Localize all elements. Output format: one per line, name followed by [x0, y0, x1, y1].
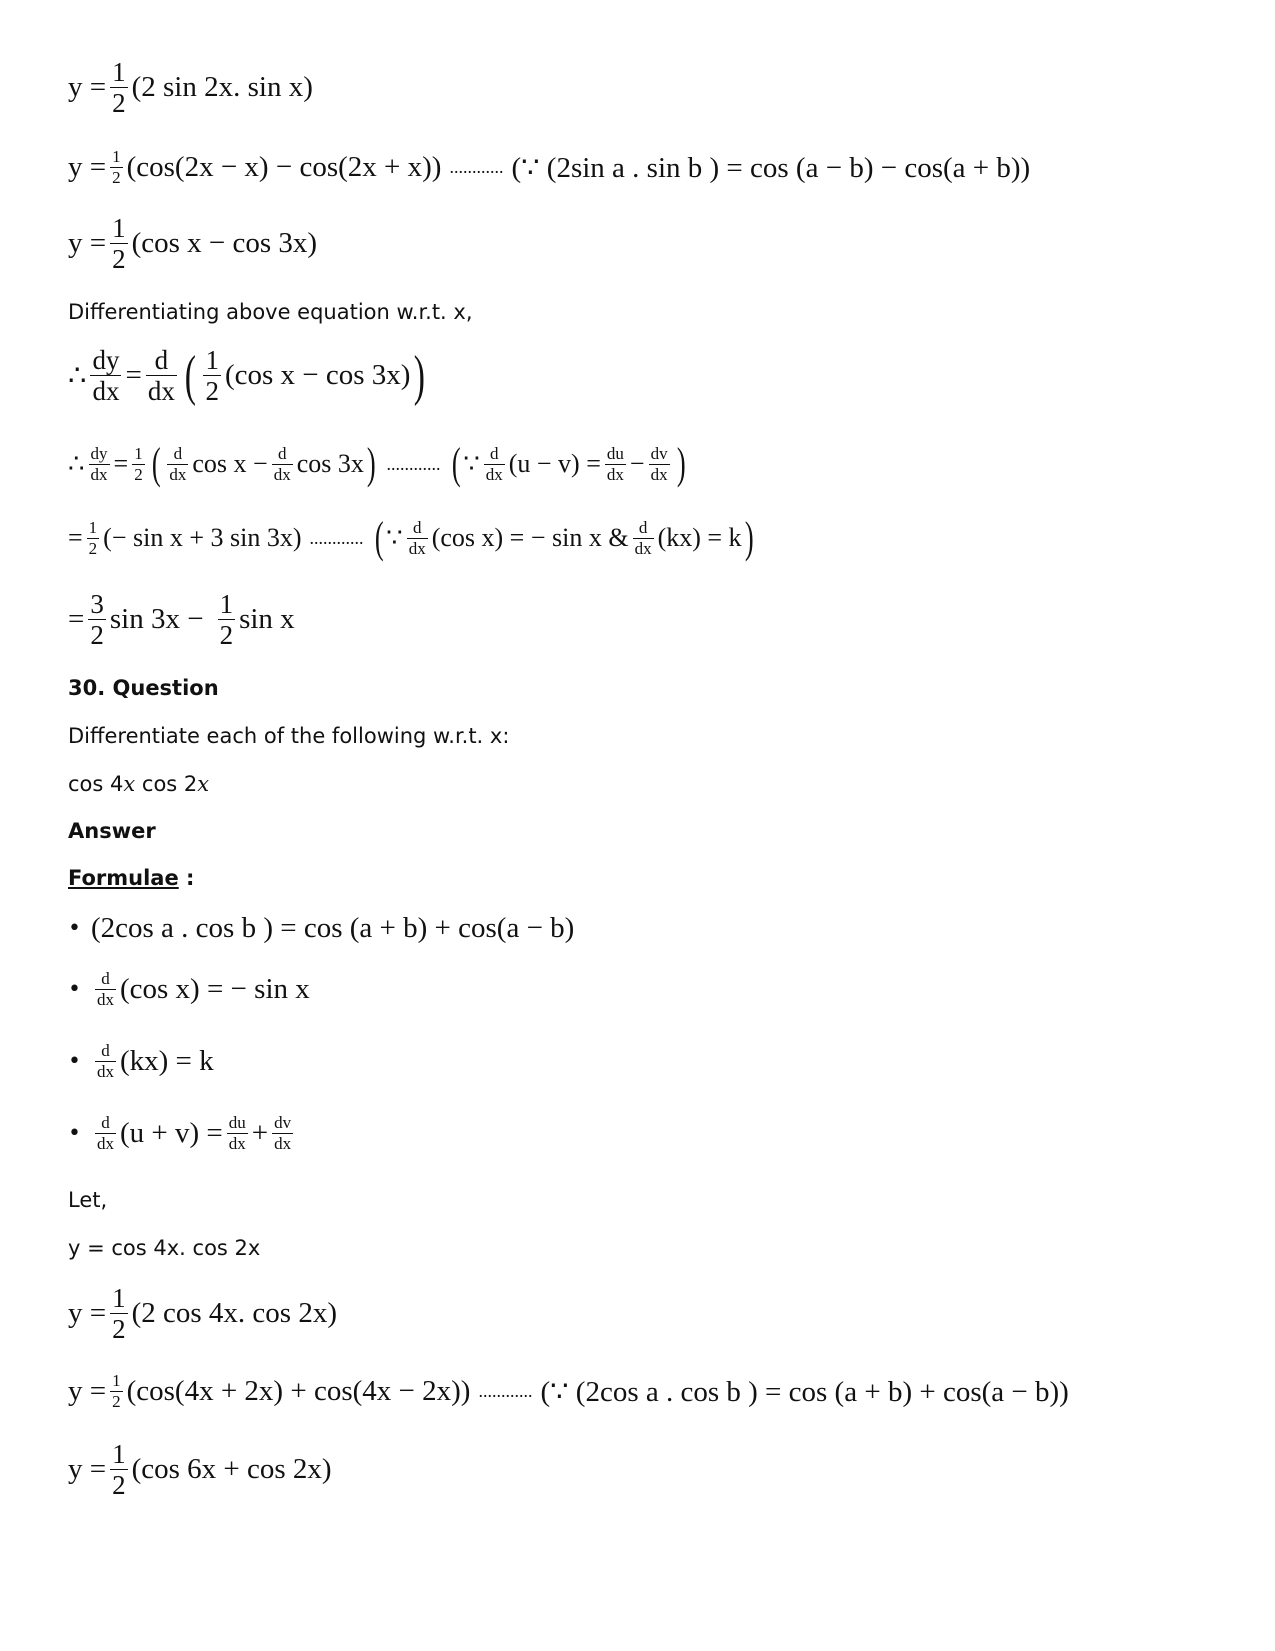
formula-text: (u + v) = — [119, 1116, 223, 1149]
because-symbol: ∵ — [463, 449, 480, 478]
dots: ............ — [449, 156, 504, 177]
formula-1 — [68, 912, 574, 945]
fraction: $\frac{1}{2}$ — [112, 1371, 121, 1411]
equation-3 — [68, 214, 317, 274]
dots: ............ — [309, 527, 364, 548]
eq-body: (cos(4x + 2x) + cos(4x − 2x)) — [126, 1374, 471, 1407]
let-text: Let, — [68, 1188, 108, 1212]
term-cos3x: cos 3x — [296, 449, 364, 478]
equation-1 — [68, 58, 313, 118]
fraction-half: $\frac{1}{2}$ — [134, 443, 143, 484]
fraction: $\frac{1}{2}$ — [112, 213, 126, 275]
formula-text: (2cos a . cos b ) = cos (a + b) + cos(a − b) — [90, 912, 575, 944]
plus: + — [251, 1116, 269, 1149]
term-uv: (u − v) = — [508, 449, 601, 478]
equation-6 — [68, 513, 756, 562]
formula-2 — [68, 970, 310, 1009]
fraction-dv-dx: $\frac{dv}{dx}$ — [650, 443, 668, 484]
equals: = — [68, 523, 83, 552]
therefore-symbol: ∴ — [68, 360, 87, 393]
equation-7 — [68, 590, 295, 650]
fraction-dy-dx: $\frac{dy}{dx}$ — [90, 443, 108, 484]
fraction-dy-dx: $\frac{dy}{dx}$ — [92, 345, 120, 407]
rule-kx: (kx) = k — [657, 523, 742, 552]
because-symbol: ∵ — [386, 523, 403, 552]
let-equation: y = cos 4x. cos 2x — [68, 1236, 261, 1260]
right-paren: ) — [366, 439, 376, 488]
right-paren: ) — [676, 439, 686, 488]
eq-lhs: y = — [68, 1374, 107, 1407]
right-paren: ) — [744, 513, 754, 562]
answer-label: Answer — [68, 819, 156, 843]
reason: (∵ (2sin a . sin b ) = cos (a − b) − cos(a + b)) — [511, 151, 1031, 184]
equation-10 — [68, 1440, 332, 1500]
fraction: $\frac{1}{2}$ — [112, 1283, 126, 1345]
bullet: • — [68, 916, 81, 941]
fraction-half: $\frac{1}{2}$ — [205, 345, 219, 407]
fraction-3-2: $\frac{3}{2}$ — [90, 589, 104, 651]
question-title: 30. Question — [68, 676, 219, 700]
fraction-d-dx: $\frac{d}{dx}$ — [408, 517, 426, 558]
bullet: • — [68, 976, 81, 1002]
fraction-half: $\frac{1}{2}$ — [88, 517, 98, 558]
minus: − — [629, 449, 645, 478]
fraction-d-dx: $\frac{d}{dx}$ — [634, 517, 652, 558]
dots: ............ — [478, 1380, 533, 1401]
bullet: • — [68, 1120, 81, 1146]
left-paren: ( — [451, 439, 461, 488]
term-cosx: cos x − — [192, 449, 268, 478]
formula-4 — [68, 1114, 297, 1153]
formula-3 — [68, 1042, 214, 1081]
left-paren: ( — [184, 344, 196, 407]
term-sin3x: sin 3x − — [109, 603, 204, 636]
equation-8 — [68, 1284, 337, 1344]
left-paren: ( — [374, 513, 384, 562]
fraction-d-dx: $\frac{d}{dx}$ — [96, 1041, 114, 1081]
fraction: $\frac{1}{2}$ — [112, 1439, 126, 1501]
eq-rhs: (cos x − cos 3x) — [131, 227, 318, 260]
question-text: Differentiate each of the following w.r.t. x: — [68, 724, 510, 748]
question-expression: cos 4x cos 2x — [68, 772, 210, 796]
fraction-d-dx: $\frac{d}{dx}$ — [96, 1113, 114, 1153]
rule-cos: (cos x) = − sin x & — [431, 523, 629, 552]
fraction-du-dx: $\frac{du}{dx}$ — [606, 443, 624, 484]
equals: = — [68, 603, 85, 636]
equation-9 — [68, 1372, 1069, 1411]
equals: = — [113, 449, 129, 478]
inner-expression: (cos x − cos 3x) — [224, 359, 411, 392]
eq-body: (cos(2x − x) − cos(2x + x)) — [126, 150, 442, 183]
eq-rhs: (2 sin 2x. sin x) — [131, 71, 313, 104]
right-paren: ) — [414, 344, 426, 407]
eq-lhs: y = — [68, 150, 107, 183]
formula-text: (cos x) = − sin x — [119, 972, 310, 1005]
left-paren: ( — [151, 439, 161, 488]
eq-rhs: (2 cos 4x. cos 2x) — [131, 1297, 337, 1330]
fraction-d-dx: $\frac{d}{dx}$ — [169, 443, 187, 484]
bullet: • — [68, 1048, 81, 1074]
fraction-dv-dx: $\frac{dv}{dx}$ — [274, 1113, 292, 1153]
equation-5 — [68, 439, 688, 488]
eq-body: (− sin x + 3 sin 3x) — [103, 523, 302, 552]
eq-lhs: y = — [68, 227, 107, 260]
formulae-heading: Formulae : — [68, 866, 195, 890]
fraction-1-2: $\frac{1}{2}$ — [219, 589, 234, 651]
fraction-d-dx: $\frac{d}{dx}$ — [96, 969, 114, 1009]
term-sinx: sin x — [239, 603, 295, 636]
fraction-d-dx: $\frac{d}{dx}$ — [485, 443, 503, 484]
eq-lhs: y = — [68, 1453, 107, 1486]
equals: = — [125, 359, 142, 392]
fraction-d-dx: $\frac{d}{dx}$ — [273, 443, 291, 484]
fraction-d-dx: $\frac{d}{dx}$ — [147, 345, 175, 407]
equation-4 — [68, 346, 429, 406]
eq-lhs: y = — [68, 1297, 107, 1330]
therefore-symbol: ∴ — [68, 449, 85, 478]
equation-2 — [68, 148, 1030, 187]
eq-rhs: (cos 6x + cos 2x) — [131, 1453, 332, 1486]
fraction-du-dx: $\frac{du}{dx}$ — [228, 1113, 246, 1153]
fraction: $\frac{1}{2}$ — [112, 147, 121, 187]
text-differentiating: Differentiating above equation w.r.t. x, — [68, 300, 473, 324]
eq-lhs: y = — [68, 71, 107, 104]
reason: (∵ (2cos a . cos b ) = cos (a + b) + cos(a − b)) — [540, 1375, 1069, 1408]
formula-text: (kx) = k — [119, 1044, 214, 1077]
dots: ............ — [386, 453, 441, 474]
fraction: $\frac{1}{2}$ — [112, 57, 126, 119]
